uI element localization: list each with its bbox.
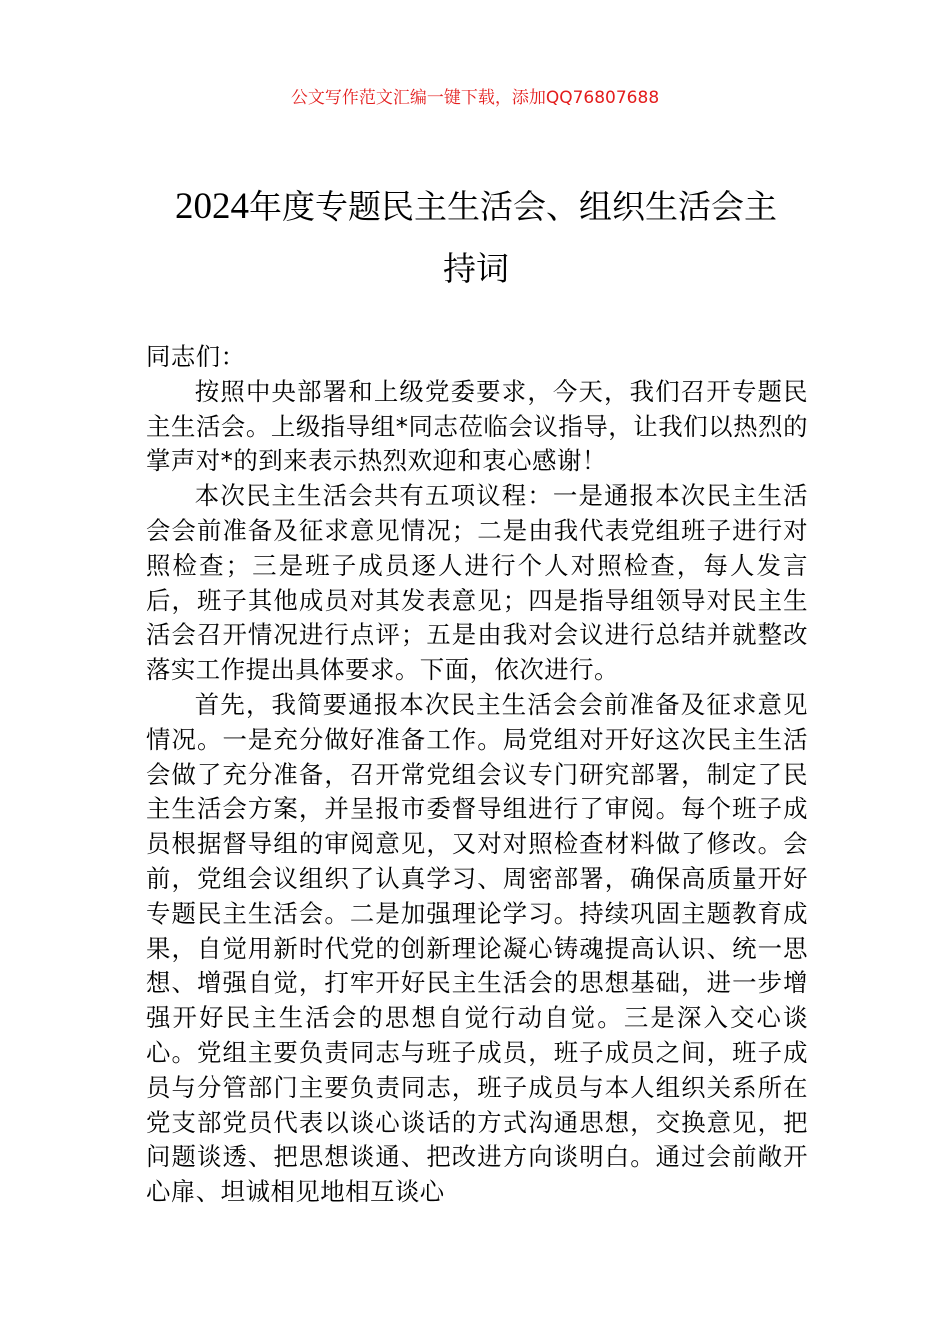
paragraph-preparation: 首先，我简要通报本次民主生活会会前准备及征求意见情况。一是充分做好准备工作。局党组对开好这次民主生活会做了充分准备，召开常党组会议专门研究部署，制定了民主生活会方案，并呈报市委督导组进行了审阅。每个班子成员根据督导组的审阅意见，又对对照检查材料做了修改。会前，党组会议组织了认真学习、周密部署，确保高质量开好专题民主生活会。二是加强理论学习。持续巩固主题教育成果，自觉用新时代党的创新理论凝心铸魂提高认识、统一思想、增强自觉，打牢开好民主生活会的思想基础，进一步增强开好民主生活会的思想自觉行动自觉。三是深入交心谈心。党组主要负责同志与班子成员，班子成员之间，班子成员与分管部门主要负责同志，班子成员与本人组织关系所在党支部党员代表以谈心谈话的方式沟通思想，交换意见，把问题谈透、把思想谈通、把改进方向谈明白。通过会前敞开心扉、坦诚相见地相互谈心 — [146, 689, 808, 1207]
download-banner: 公文写作范文汇编一键下载，添加QQ76807688 — [290, 88, 660, 108]
title-line2: 持词 — [443, 249, 509, 288]
document-body — [146, 340, 808, 1210]
salutation: 同志们： — [146, 342, 246, 371]
document-title — [146, 176, 806, 300]
paragraph-agenda: 本次民主生活会共有五项议程：一是通报本次民主生活会会前准备及征求意见情况；二是由我代表党组班子进行对照检查；三是班子成员逐人进行个人对照检查，每人发言后，班子其他成员对其发表意见；四是指导组领导对民主生活会召开情况进行点评；五是由我对会议进行总结并就整改落实工作提出具体要求。下面，依次进行。 — [146, 481, 808, 685]
title-year: 2024 — [175, 186, 249, 227]
paragraph-opening: 按照中央部署和上级党委要求，今天，我们召开专题民主生活会。上级指导组*同志莅临会议指导，让我们以热烈的掌声对*的到来表示热烈欢迎和衷心感谢！ — [146, 376, 808, 476]
title-line1: 年度专题民主生活会、组织生活会主 — [249, 187, 777, 226]
